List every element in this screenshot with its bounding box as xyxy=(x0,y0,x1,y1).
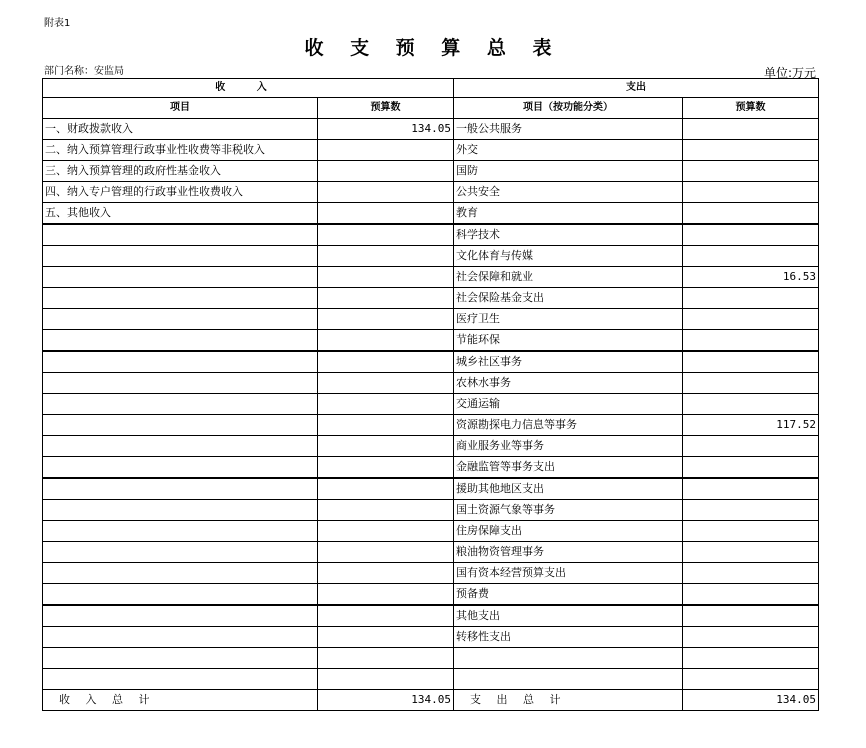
income-value-cell xyxy=(318,140,454,161)
expense-item-cell: 资源勘探电力信息等事务 xyxy=(454,415,683,436)
expense-item-cell: 社会保险基金支出 xyxy=(454,288,683,309)
income-value-cell xyxy=(318,478,454,500)
income-item-cell xyxy=(43,584,318,606)
income-value-cell xyxy=(318,415,454,436)
table-row xyxy=(43,330,819,352)
income-value-cell xyxy=(318,203,454,225)
income-value-cell xyxy=(318,627,454,648)
table-row xyxy=(43,351,819,373)
income-item-cell xyxy=(43,605,318,627)
expense-item-cell: 科学技术 xyxy=(454,224,683,246)
expense-value-cell xyxy=(683,394,819,415)
table-row xyxy=(43,267,819,288)
table-row xyxy=(43,627,819,648)
expense-item-cell: 住房保障支出 xyxy=(454,521,683,542)
income-item-cell xyxy=(43,309,318,330)
expense-item-cell: 国有资本经营预算支出 xyxy=(454,563,683,584)
expense-item-cell: 教育 xyxy=(454,203,683,225)
table-row xyxy=(43,542,819,563)
income-item-cell: 一、财政拨款收入 xyxy=(43,119,318,140)
income-value-cell xyxy=(318,584,454,606)
expense-value-cell xyxy=(683,436,819,457)
income-value-cell xyxy=(318,563,454,584)
expense-item-cell: 转移性支出 xyxy=(454,627,683,648)
expense-value-cell xyxy=(683,627,819,648)
income-item-cell xyxy=(43,436,318,457)
income-value-cell xyxy=(318,500,454,521)
income-value-cell xyxy=(318,182,454,203)
income-item-cell xyxy=(43,478,318,500)
income-item-cell xyxy=(43,224,318,246)
table-row xyxy=(43,584,819,606)
expense-value-cell xyxy=(683,478,819,500)
expense-value-cell xyxy=(683,161,819,182)
expense-value-cell xyxy=(683,584,819,606)
expense-item-cell: 粮油物资管理事务 xyxy=(454,542,683,563)
income-total-value: 134.05 xyxy=(318,690,454,711)
income-value-cell xyxy=(318,436,454,457)
income-value-cell xyxy=(318,246,454,267)
table-row xyxy=(43,309,819,330)
expense-value-cell xyxy=(683,351,819,373)
expense-total-label: 支 出 总 计 xyxy=(454,690,683,711)
income-value-cell xyxy=(318,309,454,330)
expense-value-cell: 16.53 xyxy=(683,267,819,288)
budget-table xyxy=(42,78,819,711)
expense-value-cell xyxy=(683,119,819,140)
total-row xyxy=(43,690,819,711)
column-header-row xyxy=(43,98,819,119)
income-item-cell xyxy=(43,330,318,352)
income-value-cell xyxy=(318,394,454,415)
expense-value-cell xyxy=(683,309,819,330)
income-item-cell: 二、纳入预算管理行政事业性收费等非税收入 xyxy=(43,140,318,161)
income-item-cell xyxy=(43,288,318,309)
col-header-expense-item: 项目（按功能分类） xyxy=(454,98,683,119)
expense-value-cell xyxy=(683,648,819,669)
expense-item-cell: 商业服务业等事务 xyxy=(454,436,683,457)
table-row xyxy=(43,140,819,161)
income-value-cell xyxy=(318,288,454,309)
table-row xyxy=(43,669,819,690)
expense-value-cell: 117.52 xyxy=(683,415,819,436)
expense-value-cell xyxy=(683,457,819,479)
expense-value-cell xyxy=(683,182,819,203)
table-row xyxy=(43,182,819,203)
expense-value-cell xyxy=(683,246,819,267)
income-value-cell xyxy=(318,605,454,627)
income-item-cell: 四、纳入专户管理的行政事业性收费收入 xyxy=(43,182,318,203)
expense-item-cell: 节能环保 xyxy=(454,330,683,352)
expense-item-cell: 一般公共服务 xyxy=(454,119,683,140)
table-row xyxy=(43,224,819,246)
income-item-cell xyxy=(43,627,318,648)
expense-value-cell xyxy=(683,224,819,246)
expense-item-cell: 预备费 xyxy=(454,584,683,606)
table-row xyxy=(43,394,819,415)
expense-value-cell xyxy=(683,373,819,394)
expense-item-cell xyxy=(454,648,683,669)
income-value-cell: 134.05 xyxy=(318,119,454,140)
income-item-cell: 三、纳入预算管理的政府性基金收入 xyxy=(43,161,318,182)
income-value-cell xyxy=(318,542,454,563)
income-value-cell xyxy=(318,669,454,690)
income-item-cell xyxy=(43,351,318,373)
income-item-cell xyxy=(43,394,318,415)
income-item-cell xyxy=(43,246,318,267)
table-row xyxy=(43,436,819,457)
expense-value-cell xyxy=(683,203,819,225)
income-item-cell xyxy=(43,457,318,479)
section-header-row xyxy=(43,79,819,98)
department-label: 部门名称：安监局 xyxy=(44,66,124,77)
expense-total-value: 134.05 xyxy=(683,690,819,711)
table-row xyxy=(43,563,819,584)
expense-value-cell xyxy=(683,500,819,521)
table-row xyxy=(43,203,819,225)
table-row xyxy=(43,119,819,140)
income-item-cell xyxy=(43,373,318,394)
col-header-expense-budget: 预算数 xyxy=(683,98,819,119)
table-row xyxy=(43,648,819,669)
col-header-income-budget: 预算数 xyxy=(318,98,454,119)
expense-item-cell: 公共安全 xyxy=(454,182,683,203)
expense-value-cell xyxy=(683,330,819,352)
income-value-cell xyxy=(318,161,454,182)
expense-item-cell: 援助其他地区支出 xyxy=(454,478,683,500)
col-header-income-item: 项目 xyxy=(43,98,318,119)
expense-item-cell: 社会保障和就业 xyxy=(454,267,683,288)
table-row xyxy=(43,288,819,309)
expense-value-cell xyxy=(683,288,819,309)
income-item-cell xyxy=(43,669,318,690)
income-item-cell xyxy=(43,415,318,436)
expense-item-cell: 文化体育与传媒 xyxy=(454,246,683,267)
expense-item-cell: 国土资源气象等事务 xyxy=(454,500,683,521)
expense-value-cell xyxy=(683,605,819,627)
expense-value-cell xyxy=(683,140,819,161)
income-value-cell xyxy=(318,224,454,246)
appendix-label: 附表1 xyxy=(44,18,71,29)
table-row xyxy=(43,373,819,394)
income-value-cell xyxy=(318,373,454,394)
income-value-cell xyxy=(318,330,454,352)
expense-item-cell: 城乡社区事务 xyxy=(454,351,683,373)
income-value-cell xyxy=(318,351,454,373)
expense-value-cell xyxy=(683,669,819,690)
expense-item-cell: 国防 xyxy=(454,161,683,182)
table-row xyxy=(43,457,819,479)
table-row xyxy=(43,478,819,500)
unit-label: 单位:万元 xyxy=(763,66,816,80)
income-value-cell xyxy=(318,521,454,542)
expense-item-cell: 金融监管等事务支出 xyxy=(454,457,683,479)
income-value-cell xyxy=(318,457,454,479)
income-section-header: 收 入 xyxy=(43,79,454,98)
income-item-cell xyxy=(43,542,318,563)
income-item-cell xyxy=(43,267,318,288)
income-value-cell xyxy=(318,648,454,669)
table-row xyxy=(43,521,819,542)
income-item-cell xyxy=(43,521,318,542)
expense-item-cell: 外交 xyxy=(454,140,683,161)
income-item-cell xyxy=(43,648,318,669)
table-row xyxy=(43,415,819,436)
expense-item-cell: 医疗卫生 xyxy=(454,309,683,330)
income-item-cell: 五、其他收入 xyxy=(43,203,318,225)
expense-item-cell: 交通运输 xyxy=(454,394,683,415)
table-row xyxy=(43,246,819,267)
expense-item-cell: 其他支出 xyxy=(454,605,683,627)
expense-value-cell xyxy=(683,521,819,542)
table-row xyxy=(43,161,819,182)
expense-value-cell xyxy=(683,542,819,563)
expense-item-cell: 农林水事务 xyxy=(454,373,683,394)
table-row xyxy=(43,605,819,627)
income-item-cell xyxy=(43,563,318,584)
expense-section-header: 支出 xyxy=(454,79,819,98)
expense-value-cell xyxy=(683,563,819,584)
income-value-cell xyxy=(318,267,454,288)
expense-item-cell xyxy=(454,669,683,690)
income-item-cell xyxy=(43,500,318,521)
table-row xyxy=(43,500,819,521)
income-total-label: 收 入 总 计 xyxy=(43,690,318,711)
page-title: 收 支 预 算 总 表 xyxy=(304,37,562,59)
